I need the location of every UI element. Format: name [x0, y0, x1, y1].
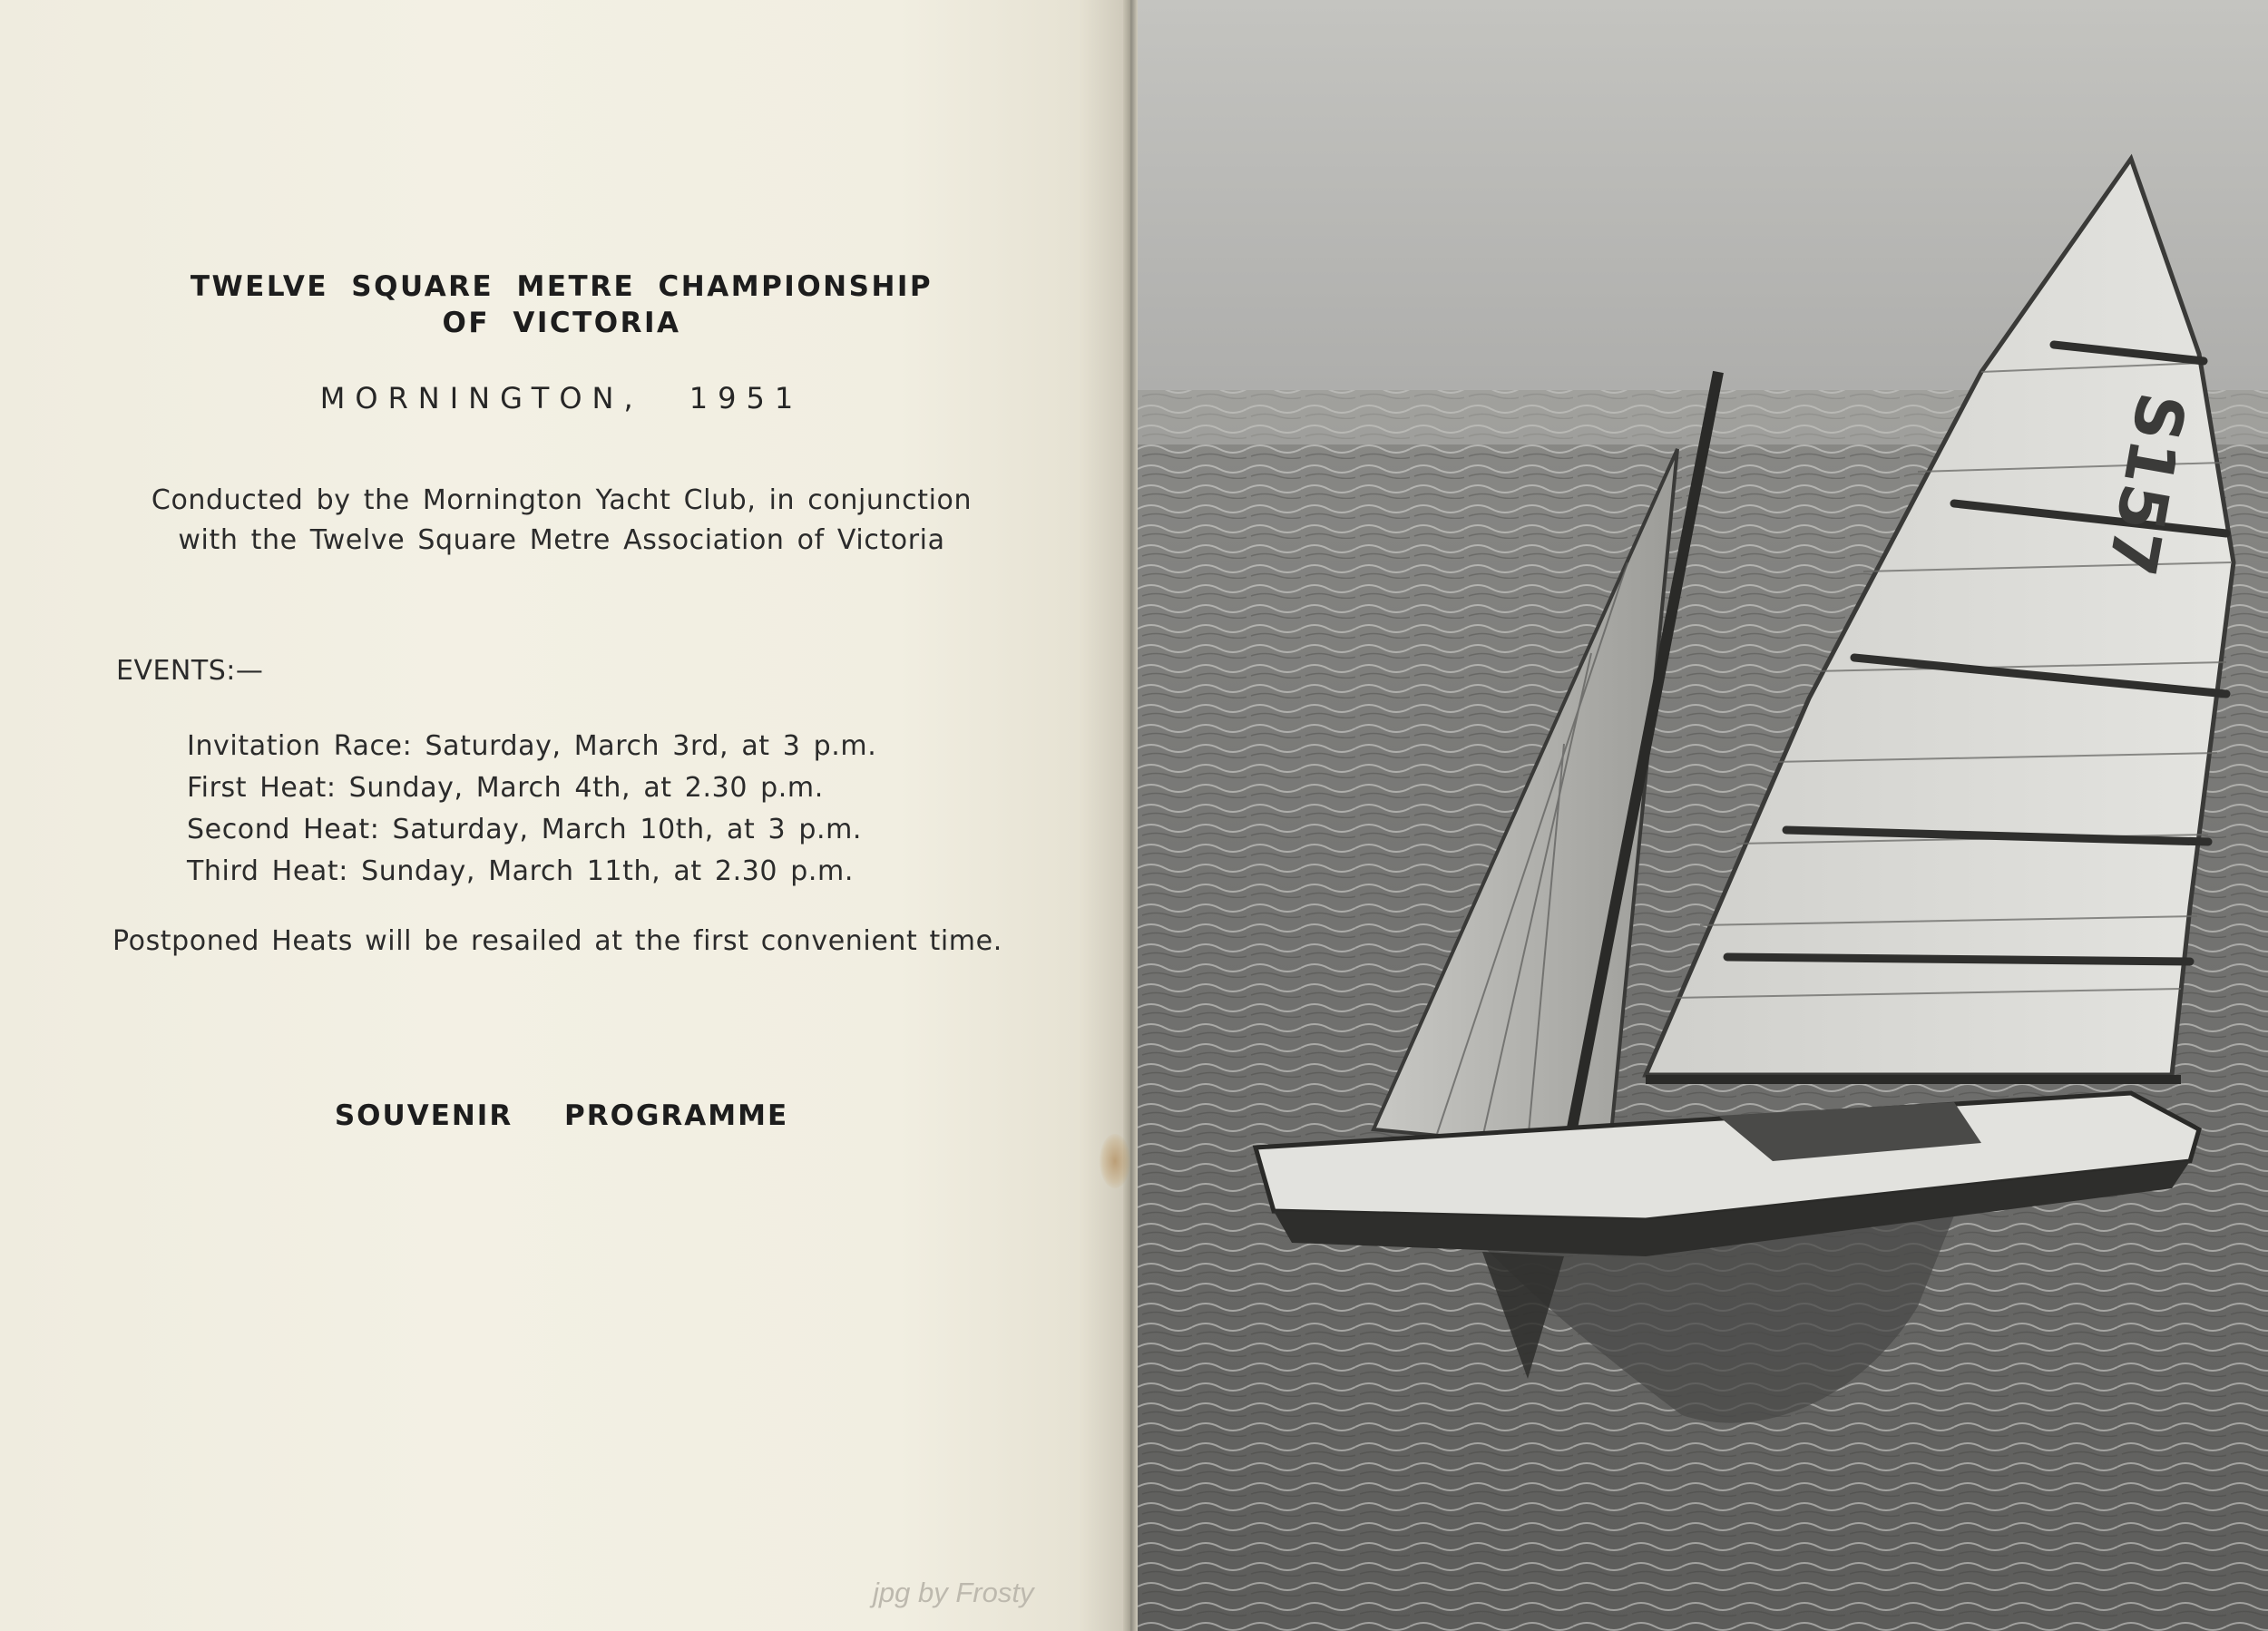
page-gutter: [1123, 0, 1138, 1631]
event-item: Third Heat: Sunday, March 11th, at 2.30 p.m.: [187, 855, 854, 887]
sail-number: S157: [2093, 387, 2200, 581]
souvenir-programme-label: SOUVENIR PROGRAMME: [334, 1099, 789, 1132]
organiser-line-1: Conducted by the Mornington Yacht Club, in conjunction: [151, 484, 973, 516]
paper-stain: [1100, 1134, 1130, 1188]
location-year: MORNINGTON, 1951: [319, 381, 804, 415]
organiser-line-2: with the Twelve Square Metre Association of Victoria: [178, 524, 945, 556]
right-page-photo: [1138, 0, 2268, 1631]
event-item: First Heat: Sunday, March 4th, at 2.30 p.m.: [187, 772, 824, 804]
title-line-2: OF VICTORIA: [442, 307, 681, 339]
watermark: jpg by Frosty: [873, 1577, 1034, 1608]
title-line-1: TWELVE SQUARE METRE CHAMPIONSHIP: [190, 270, 934, 303]
event-item: Invitation Race: Saturday, March 3rd, at 3 p.m.: [187, 730, 877, 762]
postponed-note: Postponed Heats will be resailed at the first convenient time.: [112, 925, 1002, 957]
events-label: EVENTS:—: [116, 655, 264, 687]
sailboat-photo: [1138, 0, 2268, 1631]
organiser-note: [0, 481, 1123, 561]
events-list: [187, 726, 876, 893]
championship-title: [0, 269, 1123, 341]
event-item: Second Heat: Saturday, March 10th, at 3 p.m.: [187, 814, 863, 845]
left-page: [0, 0, 1123, 1631]
